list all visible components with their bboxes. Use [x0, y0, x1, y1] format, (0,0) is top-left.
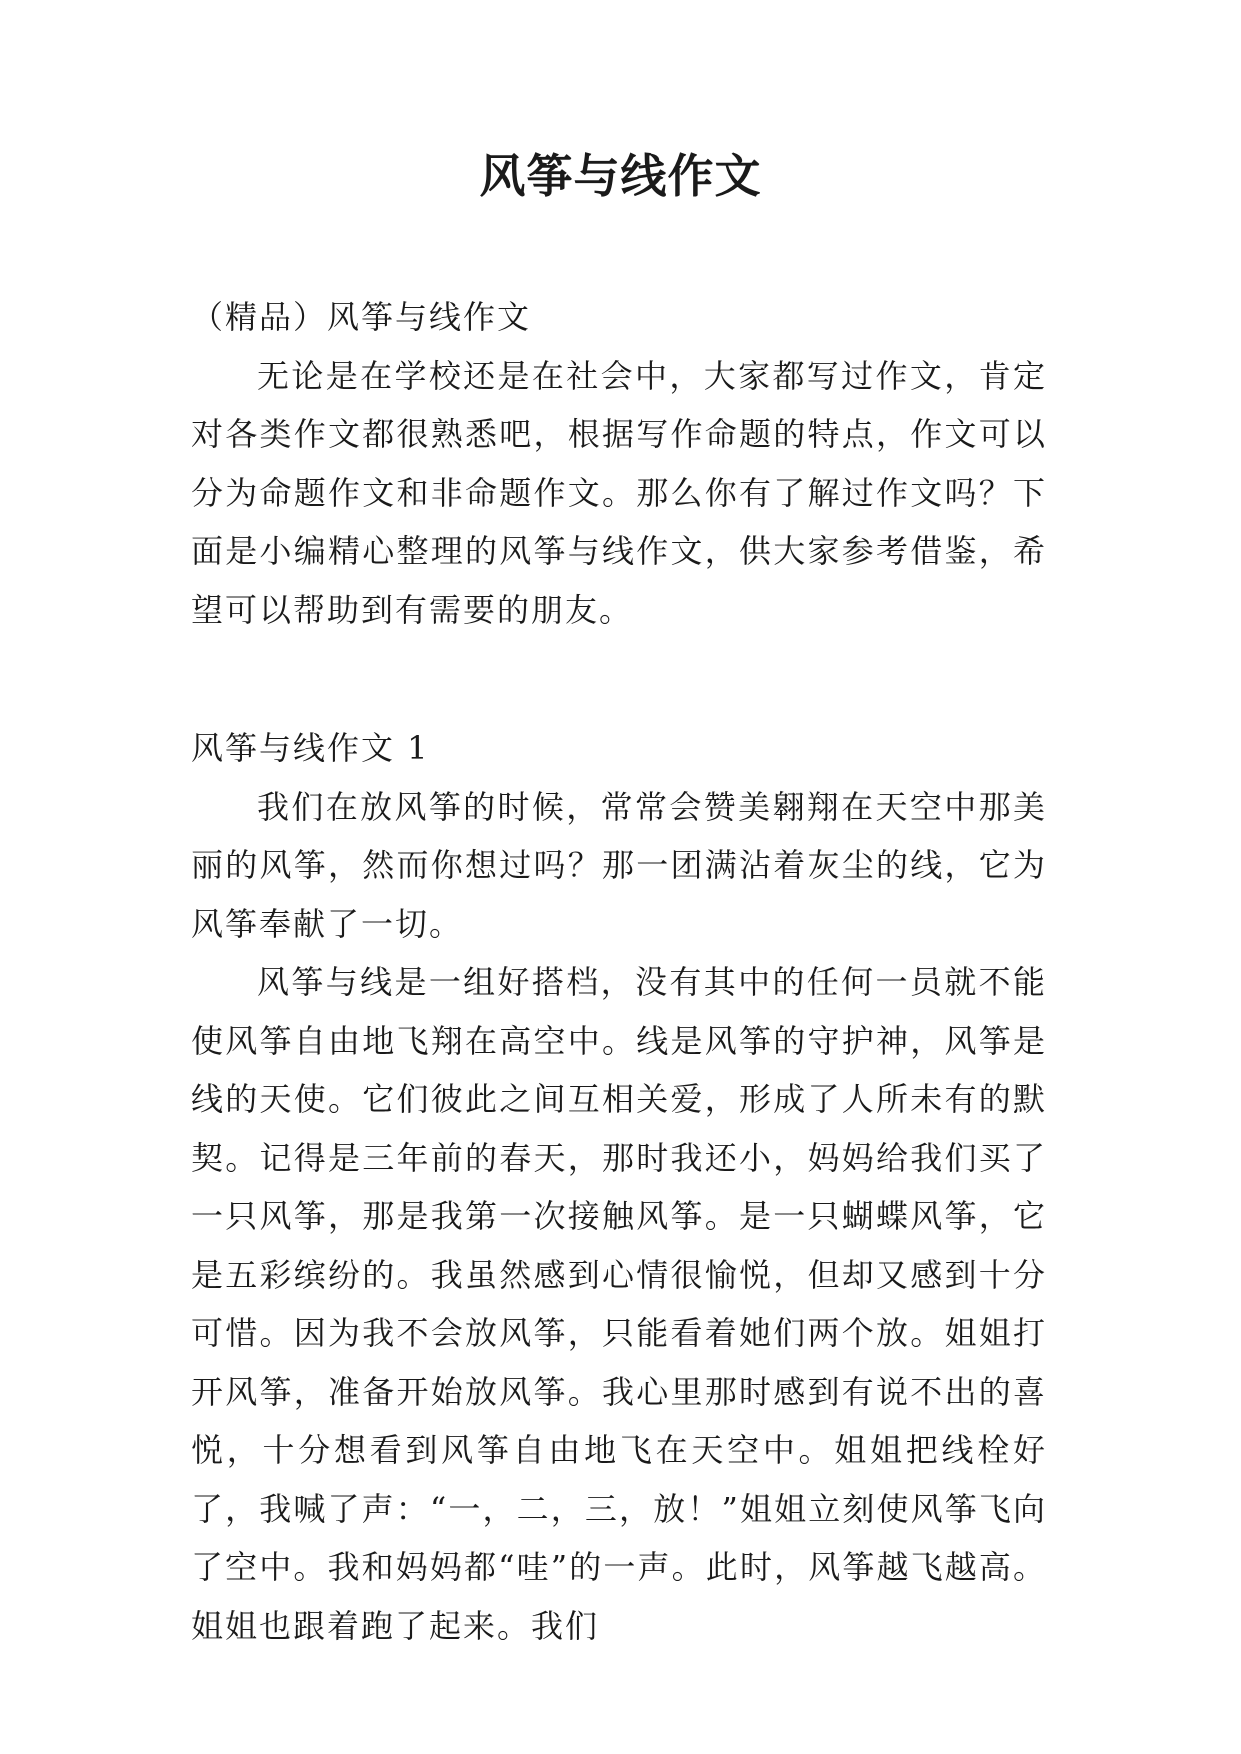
- intro-paragraph: 无论是在学校还是在社会中，大家都写过作文，肯定对各类作文都很熟悉吧，根据写作命题的特点，作文可以分为命题作文和非命题作文。那么你有了解过作文吗？下面是小编精心整理的风筝与线作文，供大家参考借鉴，希望可以帮助到有需要的朋友。: [191, 356, 1047, 629]
- section-heading: 风筝与线作文 1: [191, 729, 430, 767]
- section-spacer: [191, 639, 1047, 719]
- intro-label: （精品）风筝与线作文: [191, 298, 532, 336]
- body-paragraph: 我们在放风筝的时候，常常会赞美翱翔在天空中那美丽的风筝，然而你想过吗？那一团满沾着灰尘的线，它为风筝奉献了一切。: [191, 787, 1047, 943]
- document-body: [191, 288, 1047, 1655]
- body-paragraph: 风筝与线是一组好搭档，没有其中的任何一员就不能使风筝自由地飞翔在高空中。线是风筝的守护神，风筝是线的天使。它们彼此之间互相关爱，形成了人所未有的默契。记得是三年前的春天，那时我还小，妈妈给我们买了一只风筝，那是我第一次接触风筝。是一只蝴蝶风筝，它是五彩缤纷的。我虽然感到心情很愉悦，但却又感到十分可惜。因为我不会放风筝，只能看着她们两个放。姐姐打开风筝，准备开始放风筝。我心里那时感到有说不出的喜悦，十分想看到风筝自由地飞在天空中。姐姐把线栓好了，我喊了声：“一，二，三，放！”姐姐立刻使风筝飞向了空中。我和妈妈都“哇”的一声。此时，风筝越飞越高。姐姐也跟着跑了起来。我们: [191, 963, 1047, 1645]
- document-title: 风筝与线作文: [479, 149, 762, 203]
